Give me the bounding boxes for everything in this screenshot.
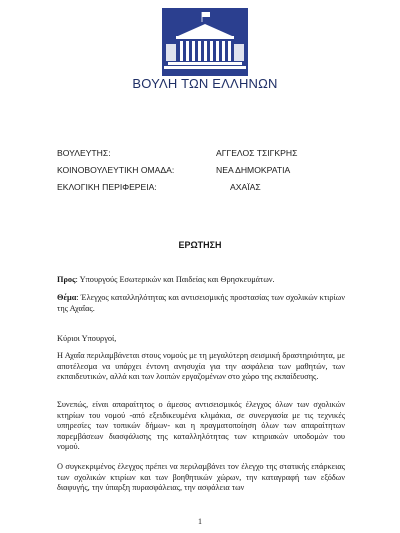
parliament-building-icon <box>128 6 278 78</box>
to-text: : Υπουργούς Εσωτερικών και Παιδείας και Θρησκευμάτων. <box>75 275 275 284</box>
district-label: ΕΚΛΟΓΙΚΗ ΠΕΡΙΦΕΡΕΙΑ: <box>57 182 157 192</box>
mp-row <box>57 148 111 158</box>
group-row <box>57 165 174 175</box>
to-label: Προς <box>57 275 76 284</box>
mp-value-text: ΑΓΓΕΛΟΣ ΤΣΙΓΚΡΗΣ <box>216 148 298 158</box>
subject-text: : Έλεγχος καταλληλότητας και αντισεισμικής προστασίας των σχολικών κτιρίων της Αχαΐας. <box>57 293 345 313</box>
district-value-text: ΑΧΑΪΑΣ <box>230 182 261 192</box>
paragraph-3: Ο συγκεκριμένος έλεγχος πρέπει να περιλαμβάνει τον έλεγχο της στατικής επάρκειας των σχολικών κτιρίων και των βοηθητικών χώρων, την καταγραφή των εξόδων διαφυγής, την ύπαρξη πυρασφάλειας, την ασφάλεια των <box>57 462 345 493</box>
subject-line <box>57 293 345 314</box>
mp-value <box>216 148 297 158</box>
group-value <box>216 165 290 175</box>
mp-label: ΒΟΥΛΕΥΤΗΣ: <box>57 148 111 158</box>
group-value-text: ΝΕΑ ΔΗΜΟΚΡΑΤΙΑ <box>216 165 291 175</box>
page-number: 1 <box>198 517 202 526</box>
paragraph-1: Η Αχαΐα περιλαμβάνεται στους νομούς με τη μεγαλύτερη σεισμική δραστηριότητα, με αποτέλεσμα να υπάρχει έντονη ανησυχία για την ασφάλεια των μαθητών, των εκπαιδευτικών, αλλά και των λοιπών εργαζομένων στο χώρο της εκπαίδευσης. <box>57 351 345 382</box>
logo-text: ΒΟΥΛΗ ΤΩΝ ΕΛΛΗΝΩΝ <box>132 76 278 91</box>
group-label: ΚΟΙΝΟΒΟΥΛΕΥΤΙΚΗ ΟΜΑΔΑ: <box>57 165 175 175</box>
district-value <box>230 182 261 192</box>
subject-label: Θέμα <box>57 293 77 302</box>
paragraph-2: Συνεπώς, είναι απαραίτητος ο άμεσος αντισεισμικός έλεγχος όλων των σχολικών κτηρίων του νομού -από εξειδικευμένα κλιμάκια, σε συνεργασία με τις τεχνικές υπηρεσίες των τοπικών δήμων- και η πραγματοποίηση όλων των απαραίτητων παρεμβάσεων διασφάλισης της καταλληλότητας των κτηριακών υποδομών του νομού. <box>57 400 345 452</box>
district-row <box>57 182 157 192</box>
document-title: ΕΡΩΤΗΣΗ <box>178 240 222 250</box>
salutation: Κύριοι Υπουργοί, <box>57 334 117 343</box>
to-line <box>57 275 345 286</box>
